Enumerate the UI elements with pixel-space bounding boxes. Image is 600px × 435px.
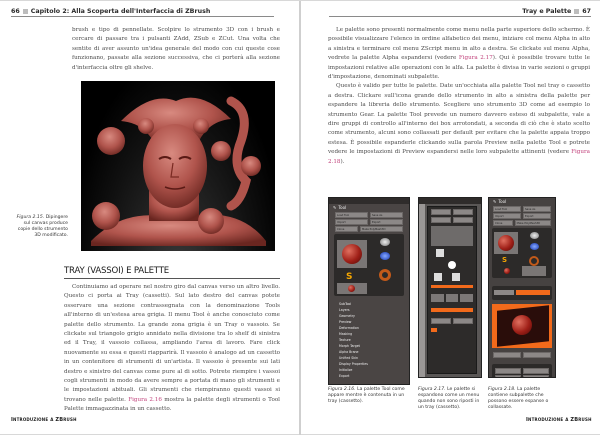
figure-2-17-caption [418, 387, 482, 411]
alpha-button [453, 318, 473, 324]
left-page [0, 1, 299, 435]
alpha-button [446, 294, 459, 302]
header-rule [11, 16, 274, 17]
right-page-number: 67 [582, 8, 591, 15]
clone-button: Clone [493, 220, 513, 226]
preview-slider [516, 290, 550, 295]
alpha-thumb [452, 273, 460, 281]
figure-2-18-link[interactable]: Figura 2.18 [328, 149, 590, 165]
clone-button: Clone [335, 226, 358, 232]
current-tool-thumb [337, 240, 367, 268]
sphere-icon [498, 235, 514, 251]
figure-2-18-caption [488, 387, 558, 411]
simple-brush-icon [380, 238, 390, 246]
header-rule [329, 16, 591, 17]
display-subpalette [492, 364, 552, 378]
sphere-icon [348, 285, 355, 292]
simple-brush-icon [530, 232, 539, 239]
paragraph-2 [328, 82, 590, 167]
subpalette-export: Export [339, 374, 350, 378]
selected-tool-thumb [522, 266, 546, 276]
alpha-button [460, 294, 473, 302]
paragraph-text: Le palette sono presenti normalmente come menu nella parte superiore dello schermo. È possibile visualizzare l'elenco in ordine alfabetico dei menu, iniziare col menu Alpha in alto a sinistra e terminare col menu ZScript menu in alto a destra. Se clickate sul menu Alpha, vedrete la palette Alpha espandersi (vedere [328, 27, 590, 62]
zscript-s-icon: S [502, 256, 508, 264]
eraser-brush-icon [380, 252, 390, 260]
subpalette-unified-skin: Unified Skin [339, 356, 359, 360]
alpha-thumb [436, 249, 444, 257]
eraser-brush-icon [530, 243, 539, 250]
import-button [431, 209, 451, 215]
figure-2-15-image [81, 81, 275, 251]
intro-paragraph: brush e tipo di pennellate. Scolpire lo strumento 3D con i brush e cercare di passare tra i pulsanti ZAdd, ZSub e ZCut. Una volta che sentite di aver assunto un'idea generale del modo con cui queste cose funzionano, passate alla sezione successiva, che ci porterà alla sezione d'interfaccia oltre gli shelve. [72, 27, 280, 71]
figure-number: Figura 2.18. [488, 387, 516, 392]
alpha-round-thumb [448, 261, 456, 269]
store-button [493, 352, 521, 358]
current-tool-thumb [494, 232, 518, 254]
subpalette-masking: Masking [339, 332, 353, 336]
subpalette-alpha-brane: Alpha Brane [339, 350, 359, 354]
preview-settings-panel [492, 286, 552, 300]
figure-2-16-caption [328, 387, 412, 405]
caption-text: La palette contiene subpalette che possono essere espanse o collassate. [488, 387, 549, 410]
orange-slider [431, 308, 473, 312]
subpalette-deformation: Deformation [339, 326, 359, 330]
load-tool-button: Load Tool [335, 212, 368, 218]
preview-window [492, 304, 552, 348]
export-button: Export [370, 219, 403, 225]
section-heading: TRAY (VASSOI) E PALETTE [64, 266, 280, 279]
left-page-number: 66 [11, 8, 20, 15]
subpalette-display-properties: Display Properties [339, 362, 368, 366]
small-tool-thumb [337, 283, 367, 294]
import-button: Import [493, 213, 521, 219]
gear-icon [529, 256, 539, 266]
paragraph-text: Continuiamo ad operare nel nostro giro dal canvas verso un altro livello. Questo ci porta ai Tray (cassetti). Sul lato destro del canvas potete osservare una sezione contrassegnata con la denominazione Tools all'interno di un'estesa area grigia. Il menu Tool è anche conosciuto come palette dello strumento. La grande zona grigia è un Tray o vassoio. Se clickate sul triangolo grigio annidato nella divisione tra lo shelf di sinistra ed il Tray, il vassoio collassa, ampliando l'area di lavoro. Fare click nuovamente su essa e questi riapparirà. Il vassoio è analogo ad un cassetto in un contenitore di strumenti di un'artista. Il vassoio è presente sui lati destro e sinistro del canvas come pure al di sotto. Potrete riempire i vassoi cogli strumenti in modo da avere sempre a portata di mano gli strumenti e le impostazioni abituali. Gli strumenti che riempiranno questi vassoi si trovano nelle palette. [64, 284, 280, 403]
figure-number: Figura 2.15. [16, 215, 45, 220]
palette-title [489, 198, 555, 205]
subpalette-subtool: SubTool [339, 302, 352, 306]
alpha-button [431, 318, 451, 324]
figure-2-17-alpha-palette [418, 197, 482, 378]
paragraph-text: mostra la palette degli strumenti o Tool Palette immagazzinata in un cassetto. [64, 396, 280, 413]
subpalette-layers: Layers [339, 308, 350, 312]
menu-bar [419, 198, 481, 204]
alpha-thumb [434, 273, 442, 281]
orange-swatch [431, 328, 437, 332]
subpalette-list [329, 298, 409, 382]
left-intro-text [72, 26, 280, 73]
paragraph-text: ). Qui è possibile trovare tutte le impostazioni relative alle operazioni con le alfa. La palette è divisa in varie sezioni o gruppi d'impostazione, denominati subpalette. [328, 55, 590, 81]
make-polymesh-button: Make PolyMesh3D [515, 220, 551, 226]
square-marker-icon [574, 9, 579, 14]
figure-number: Figura 2.16. [328, 387, 356, 392]
right-footer: Introduzione a ZBrush [526, 417, 592, 423]
left-footer: Introduzione a ZBrush [11, 417, 77, 423]
palette-title-text: Tool [338, 205, 347, 210]
subpalette-texture: Texture [339, 338, 351, 342]
sphere-icon [342, 244, 362, 264]
palette-title-text: Tool [498, 199, 507, 204]
gear-icon [379, 269, 391, 281]
paragraph-text: ). [340, 158, 345, 165]
transfer-button [453, 217, 473, 223]
tool-icon: ✎ [333, 205, 337, 210]
load-tool-button: Load Tool [493, 206, 521, 212]
import-button: Import [335, 219, 368, 225]
save-as-button: Save As [370, 212, 403, 218]
subpalette-geometry: Geometry [339, 314, 355, 318]
alpha-dropdown-panel [427, 206, 477, 374]
figure-2-16-link[interactable]: Figura 2.16 [128, 396, 162, 403]
tool-library-panel [492, 228, 552, 278]
palette-title [329, 204, 409, 211]
left-running-head [11, 8, 210, 15]
paragraph-1 [328, 26, 590, 82]
export-button [453, 209, 473, 215]
caption-text: La palette Tool come appare mentre è contenuta in un tray (cassetto). [328, 387, 405, 404]
zscript-s-icon: S [346, 272, 353, 282]
figure-number: Figura 2.17. [418, 387, 446, 392]
section-paragraph [64, 283, 280, 415]
subpalette-button [523, 368, 549, 374]
left-shelf [419, 204, 425, 378]
bpr-button [431, 217, 451, 223]
right-section-title: Tray e Palette [522, 8, 572, 15]
left-section-text [64, 283, 280, 415]
subpalette-preview: Preview [339, 320, 352, 324]
subpalette-button [495, 375, 521, 378]
make-polymesh-button: Make PolyMesh3D [360, 226, 403, 232]
figure-2-16-tool-palette [328, 197, 410, 385]
paragraph-text: Questo è valido per tutte le palette. Date un'occhiata alla palette Tool nel tray o cassetto a destra. Clickare sull'icona grande dello strumento in alto a sinistra della palette per espandere la libreria dello strumento. Scegliere uno strumento 3D come ad esempio lo strumento Gear. La palette Tool prevede un numero davvero esteso di subpalette, vale a dire gruppi di controllo all'interno dei box arrotondati, a seconda di ciò che è stato scelto come strumento, alcuni sono collassati per default per evitare che la palette appaia troppo estesa. È possibile espanderle clickando sulla parola Preview nella palette Tool e potrete vedere le impostazioni di Preview espandersi nelle loro subpalette attinenti (vedere [328, 83, 590, 156]
caption-text: Le palette si espandono come un menu quando non sono riposti in un tray (cassetto). [418, 387, 480, 410]
sphere-icon [512, 315, 532, 335]
subpalette-button [523, 375, 549, 378]
left-chapter-title: Capitolo 2: Alla Scoperta dell'Interfaccia di ZBrush [30, 8, 211, 15]
subpalette-morph-target: Morph Target [339, 344, 360, 348]
tool-library-panel [334, 234, 404, 296]
sculpt-illustration [81, 81, 275, 251]
orange-slider [431, 285, 473, 288]
figure-2-15-caption [14, 215, 68, 239]
square-marker-icon [23, 9, 28, 14]
figure-2-17-link[interactable]: Figura 2.17 [458, 55, 493, 62]
figure-2-18-tool-palette [488, 197, 556, 378]
alpha-preview [431, 226, 473, 246]
right-running-head [522, 8, 591, 15]
subpalette-initialize: Initialize [339, 368, 353, 372]
tool-icon: ✎ [493, 199, 497, 204]
export-button: Export [523, 213, 551, 219]
alpha-button [431, 294, 444, 302]
restore-button [523, 352, 551, 358]
subpalette-button [495, 368, 521, 374]
right-body-text [328, 26, 590, 167]
caption-text: Dipingere sul canvas produce copie dello strumento 3D modificato. [17, 215, 68, 238]
preview-button [494, 290, 514, 295]
sphere-icon [504, 268, 510, 274]
save-as-button: Save As [523, 206, 551, 212]
